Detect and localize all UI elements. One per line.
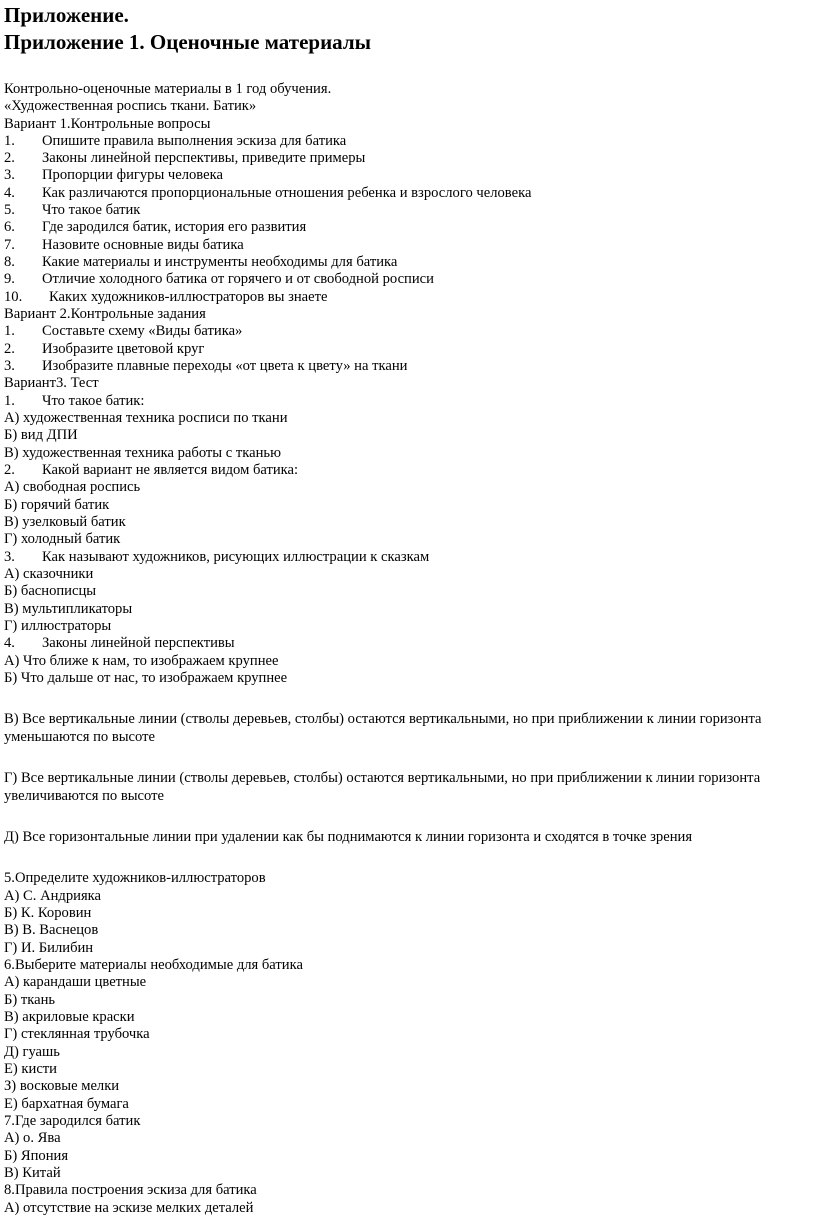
answer-option: В) узелковый батик (4, 514, 126, 530)
list-item: 5. Что такое батик (4, 202, 141, 218)
test-question: 7.Где зародился батик (4, 1113, 141, 1129)
test-question: 3. Как называют художников, рисующих иллюстрации к сказкам (4, 549, 430, 565)
answer-option-continued: увеличиваются по высоте (4, 788, 164, 804)
answer-option: Г) Все вертикальные линии (стволы деревьев, столбы) остаются вертикальными, но при приближении к линии горизонта (4, 770, 761, 786)
answer-option-continued: уменьшаются по высоте (4, 729, 155, 745)
appendix-1-title: Приложение 1. Оценочные материалы (4, 30, 372, 54)
answer-option: Г) И. Билибин (4, 940, 94, 956)
answer-option: Г) стеклянная трубочка (4, 1026, 150, 1042)
answer-option: А) С. Андрияка (4, 888, 102, 904)
answer-option: З) восковые мелки (4, 1078, 120, 1094)
list-item: 8. Какие материалы и инструменты необходимы для батика (4, 254, 398, 270)
answer-option: Б) горячий батик (4, 497, 110, 513)
answer-option: Е) кисти (4, 1061, 57, 1077)
answer-option: В) В. Васнецов (4, 922, 99, 938)
answer-option: Д) Все горизонтальные линии при удалении как бы поднимаются к линии горизонта и сходятся в точке зрения (4, 829, 693, 845)
list-item: 2. Законы линейной перспективы, приведите примеры (4, 150, 366, 166)
list-item: 1. Опишите правила выполнения эскиза для батика (4, 133, 347, 149)
answer-option: В) художественная техника работы с тканью (4, 445, 281, 461)
test-question: 8.Правила построения эскиза для батика (4, 1182, 257, 1198)
course-title: «Художественная роспись ткани. Батик» (4, 98, 257, 114)
answer-option: Б) Что дальше от нас, то изображаем крупнее (4, 670, 288, 686)
answer-option: Б) баснописцы (4, 583, 97, 599)
list-item: 2. Изобразите цветовой круг (4, 341, 205, 357)
answer-option: Г) холодный батик (4, 531, 121, 547)
intro-line: Контрольно-оценочные материалы в 1 год обучения. (4, 81, 332, 97)
answer-option: В) мультипликаторы (4, 601, 133, 617)
list-item: 1. Составьте схему «Виды батика» (4, 323, 243, 339)
answer-option: Б) ткань (4, 992, 56, 1008)
answer-option: В) Китай (4, 1165, 61, 1181)
test-question: 1. Что такое батик: (4, 393, 145, 409)
answer-option: А) карандаши цветные (4, 974, 147, 990)
answer-option: А) свободная роспись (4, 479, 141, 495)
answer-option: Б) Япония (4, 1148, 69, 1164)
list-item: 3. Изобразите плавные переходы «от цвета к цвету» на ткани (4, 358, 408, 374)
answer-option: Б) К. Коровин (4, 905, 92, 921)
list-item: 9. Отличие холодного батика от горячего и от свободной росписи (4, 271, 434, 287)
list-item: 3. Пропорции фигуры человека (4, 167, 223, 183)
appendix-heading: Приложение. (4, 3, 129, 27)
list-item: 10. Каких художников-иллюстраторов вы знаете (4, 289, 328, 305)
test-question: 5.Определите художников-иллюстраторов (4, 870, 266, 886)
answer-option: А) Что ближе к нам, то изображаем крупнее (4, 653, 279, 669)
answer-option: В) Все вертикальные линии (стволы деревьев, столбы) остаются вертикальными, но при приближении к линии горизонта (4, 711, 762, 727)
answer-option: Г) иллюстраторы (4, 618, 112, 634)
list-item: 7. Назовите основные виды батика (4, 237, 244, 253)
answer-option: Д) гуашь (4, 1044, 60, 1060)
answer-option: А) художественная техника росписи по ткани (4, 410, 288, 426)
answer-option: А) сказочники (4, 566, 94, 582)
test-question: 2. Какой вариант не является видом батика: (4, 462, 299, 478)
answer-option: А) о. Ява (4, 1130, 61, 1146)
variant-1-title: Вариант 1.Контрольные вопросы (4, 116, 211, 132)
answer-option: В) акриловые краски (4, 1009, 135, 1025)
variant-3-title: Вариант3. Тест (4, 375, 99, 391)
list-item: 6. Где зародился батик, история его развития (4, 219, 307, 235)
list-item: 4. Как различаются пропорциональные отношения ребенка и взрослого человека (4, 185, 532, 201)
answer-option: А) отсутствие на эскизе мелких деталей (4, 1200, 254, 1216)
test-question: 4. Законы линейной перспективы (4, 635, 235, 651)
test-question: 6.Выберите материалы необходимые для батика (4, 957, 303, 973)
answer-option: Е) бархатная бумага (4, 1096, 129, 1112)
answer-option: Б) вид ДПИ (4, 427, 78, 443)
variant-2-title: Вариант 2.Контрольные задания (4, 306, 206, 322)
